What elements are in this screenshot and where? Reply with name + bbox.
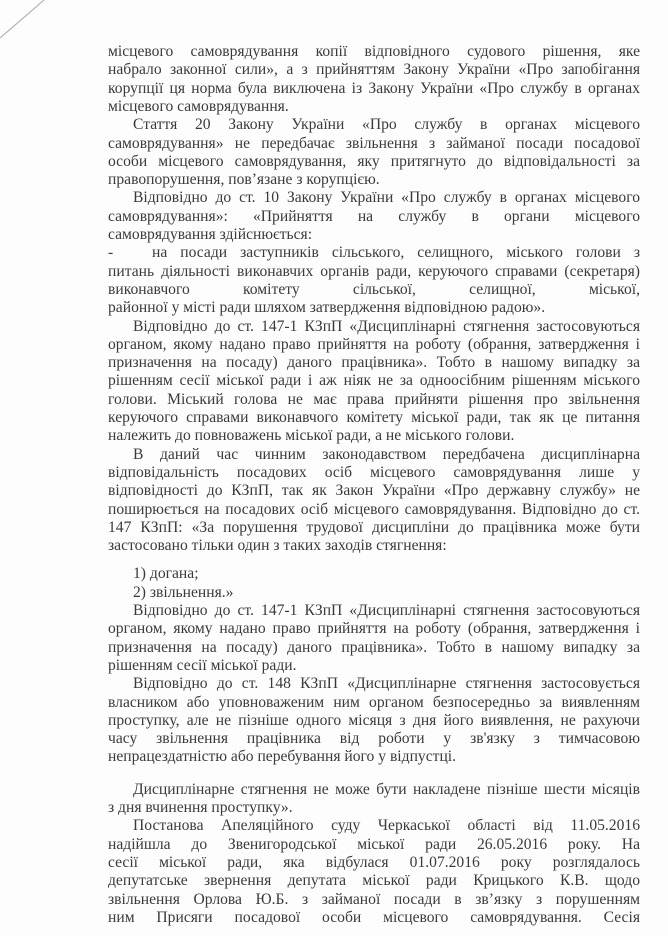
text-line: депутатське звернення депутата міської ради Крицького К.В. щодо (108, 872, 640, 890)
text-line: з дня вчинення проступку». (108, 799, 293, 816)
text-line: місцевого самоврядування. (108, 97, 289, 115)
text-line: Відповідно до ст. 147-1 КЗпП «Дисциплінарні стягнення застосовуються (133, 602, 640, 619)
text-line: В даний час чинним законодавством передбачена дисциплінарна (133, 445, 640, 463)
text-line: органом, якому надано право прийняття на роботу (обрання, затвердження і (108, 335, 640, 353)
text-line: Постанова Апеляційного суду Черкаської області від 11.05.2016 (133, 817, 640, 835)
text-line: звільнення Орлова Ю.Б. з займаної посади в зв’язку з порушенням (108, 890, 640, 908)
text-line: керуючого справами виконавчого комітету міської ради, так як це питання (108, 409, 640, 426)
text-line: голови. Міський голова не має права прийняти рішення про звільнення (108, 390, 640, 408)
text-line: надійшла до Звенигородської міської ради 26.05.2016 року. На (108, 835, 640, 853)
text-line: рішенням сесії міської ради. (108, 656, 297, 674)
text-line: поширюється на посадових осіб місцевого самоврядування. Відповідно до ст. (108, 500, 640, 518)
text-line: призначення на посаду) даного працівника». Тобто в нашому випадку за (108, 354, 640, 372)
list-dash: - (108, 244, 114, 262)
text-line: ним Присяги посадової особи місцевого самоврядування. Сесія (108, 908, 640, 926)
text-line: районної у місті ради шляхом затвердження відповідною радою». (108, 299, 546, 317)
text-line: корупції ця норма була виключена із Закону України «Про службу в органах (108, 79, 640, 97)
list-item: 1) догана; (133, 565, 199, 583)
text-line: самоврядування»: «Прийняття на службу в органи місцевого (108, 207, 640, 225)
text-line: правопорушення, пов’язане з корупцією. (108, 171, 380, 189)
list-item: 2) звільнення.» (133, 583, 234, 601)
text-line: особи місцевого самоврядування, яку притягнуто до відповідальності за (108, 152, 640, 170)
text-line: Стаття 20 Закону України «Про службу в органах місцевого (133, 116, 640, 134)
text-line: Відповідно до ст. 148 КЗпП «Дисциплінарне стягнення застосовується (133, 675, 640, 693)
text-line: відповідальність посадових осіб місцевого самоврядування лише у (108, 463, 640, 481)
scan-artifact-line (0, 0, 60, 40)
text-line: 147 КЗпП: «За порушення трудової дисципліни до працівника може бути (108, 518, 640, 536)
text-line: часу звільнення працівника від роботи у зв'язку з тимчасовою (108, 730, 640, 748)
text-line: належить до повноважень міської ради, а не міського голови. (108, 427, 515, 445)
text-line: виконавчого комітету сільської, селищної, міської, (108, 280, 640, 298)
text-line: відповідності до КЗпП, так як Закон України «Про державну службу» не (108, 482, 640, 500)
text-line: рішенням сесії міської ради і аж ніяк не за одноосібним рішенням міського (108, 372, 640, 390)
text-line: питань діяльності виконавчих органів ради, керуючого справами (секретаря) (108, 262, 640, 280)
text-line: власником або уповноваженим ним органом безпосередньо за виявленням (108, 693, 640, 711)
text-line: застосовано тільки один з таких заходів стягнення: (108, 537, 447, 555)
text-line: самоврядування» не передбачає звільнення з займаної посади посадової (108, 134, 640, 152)
text-line: непрацездатністю або перебування його у відпустці. (108, 748, 457, 766)
text-line: сесії міської ради, яка відбулася 01.07.2016 року розглядалось (108, 853, 640, 871)
text-line: самоврядування здійснюється: (108, 226, 313, 243)
text-line: проступку, але не пізніше одного місяця з дня його виявлення, не рахуючи (108, 711, 640, 729)
text-line: на посади заступників сільського, селищного, міського голови з (152, 244, 640, 262)
text-line: органом, якому надано право прийняття на роботу (обрання, затвердження і (108, 620, 640, 638)
text-line: місцевого самоврядування копії відповідного судового рішення, яке (108, 43, 640, 60)
text-line: призначення на посаду) даного працівника». Тобто в нашому випадку за (108, 638, 640, 656)
text-line: Дисциплінарне стягнення не може бути накладене пізніше шести місяців (133, 780, 640, 798)
text-line: набрало законної сили», а з прийняттям Закону України «Про запобігання (108, 61, 640, 79)
text-line: Відповідно до ст. 10 Закону України «Про службу в органах місцевого (133, 189, 640, 207)
text-line: Відповідно до ст. 147-1 КЗпП «Дисциплінарні стягнення застосовуються (133, 317, 640, 335)
